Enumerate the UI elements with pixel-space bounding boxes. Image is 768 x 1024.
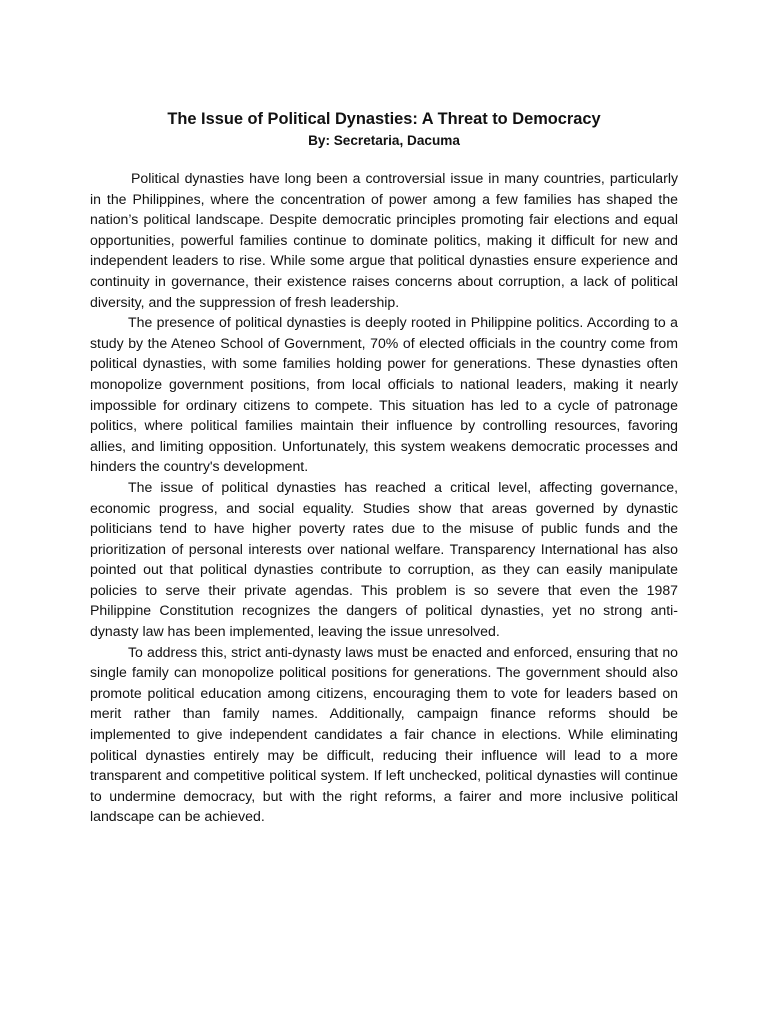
paragraph-presence: The presence of political dynasties is deeply rooted in Philippine politics. According to a study by the Ateneo School of Government, 70% of elected officials in the country come from political dynasties, with some families holding power for generations. These dynasties often monopolize government positions, from local officials to national leaders, making it nearly impossible for ordinary citizens to compete. This situation has led to a cycle of patronage politics, where political families maintain their influence by controlling resources, favoring allies, and limiting opposition. Unfortunately, this system weakens democratic processes and hinders the country's development.	[90, 314, 678, 475]
document-body	[90, 168, 678, 827]
paragraph-issue: The issue of political dynasties has reached a critical level, affecting governance, economic progress, and social equality. Studies show that areas governed by dynastic politicians tend to have higher poverty rates due to the misuse of public funds and the prioritization of personal interests over national welfare. Transparency International has also pointed out that political dynasties contribute to corruption, as they can easily manipulate policies to serve their private agendas. This problem is so severe that even the 1987 Philippine Constitution recognizes the dangers of political dynasties, yet no strong anti-dynasty law has been implemented, leaving the issue unresolved.	[90, 478, 678, 640]
document-title: The Issue of Political Dynasties: A Threat to Democracy	[167, 110, 601, 128]
paragraph-solution: To address this, strict anti-dynasty laws must be enacted and enforced, ensuring that no single family can monopolize political positions for generations. The government should also promote political education among citizens, encouraging them to vote for leaders based on merit rather than family names. Additionally, campaign finance reforms should be implemented to give independent candidates a fair chance in elections. While eliminating political dynasties entirely may be difficult, reducing their influence will lead to a more transparent and competitive political system. If left unchecked, political dynasties will continue to undermine democracy, but with the right reforms, a fairer and more inclusive political landscape can be achieved.	[90, 643, 678, 825]
document-byline: By: Secretaria, Dacuma	[308, 133, 460, 148]
paragraph-intro: Political dynasties have long been a controversial issue in many countries, particularly in the Philippines, where the concentration of power among a few families has shaped the nation’s political landscape. Despite democratic principles promoting fair elections and equal opportunities, powerful families continue to dominate politics, making it difficult for new and independent leaders to rise. While some argue that political dynasties ensure experience and continuity in governance, their existence raises concerns about corruption, a lack of political diversity, and the suppression of fresh leadership.	[90, 170, 678, 310]
